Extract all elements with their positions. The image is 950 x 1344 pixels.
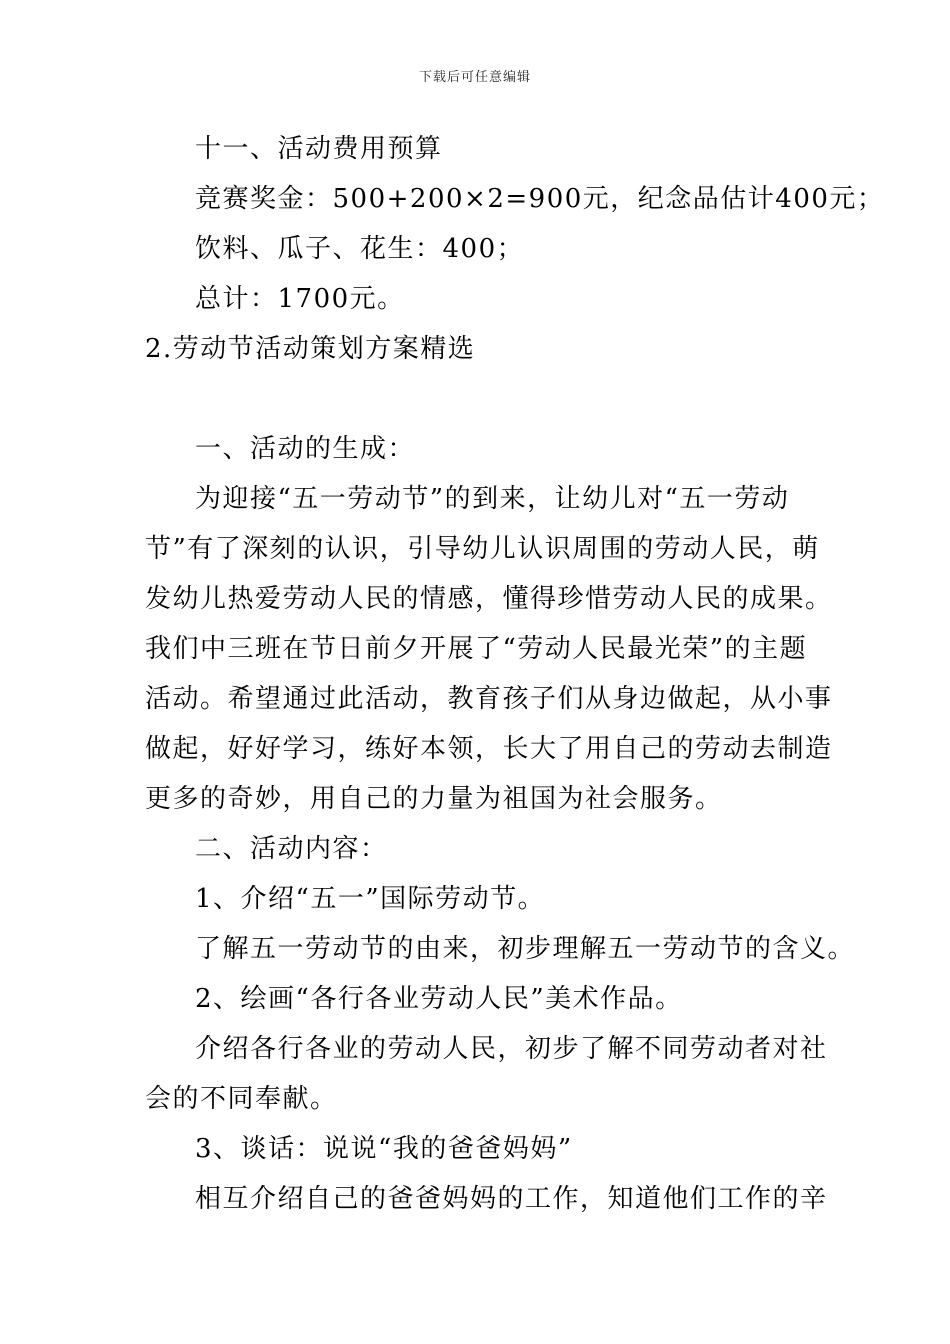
list-item-heading: 2、绘画“各行各业劳动人民”美术作品。 bbox=[195, 984, 683, 1014]
paragraph-line: 竞赛奖金：500+200×2=900元，纪念品估计400元； bbox=[195, 184, 885, 214]
paragraph-line: 活动。希望通过此活动，教育孩子们从身边做起，从小事 bbox=[145, 684, 833, 714]
paragraph-line: 了解五一劳动节的由来，初步理解五一劳动节的含义。 bbox=[195, 934, 856, 964]
list-item-heading: 3、谈话：说说“我的爸爸妈妈” bbox=[195, 1134, 573, 1164]
paragraph-line: 做起，好好学习，练好本领，长大了用自己的劳动去制造 bbox=[145, 734, 833, 764]
page-header: 下载后可任意编辑 bbox=[418, 70, 531, 85]
paragraph-line: 更多的奇妙，用自己的力量为祖国为社会服务。 bbox=[145, 784, 723, 814]
paragraph-line: 为迎接“五一劳动节”的到来，让幼儿对“五一劳动 bbox=[195, 484, 790, 514]
paragraph-line: 发幼儿热爱劳动人民的情感，懂得珍惜劳动人民的成果。 bbox=[145, 584, 833, 614]
paragraph-line: 总计：1700元。 bbox=[195, 284, 405, 314]
section-heading-generation: 一、活动的生成： bbox=[195, 434, 416, 464]
paragraph-line: 饮料、瓜子、花生：400； bbox=[195, 234, 525, 264]
paragraph-line: 介绍各行各业的劳动人民，初步了解不同劳动者对社 bbox=[195, 1034, 828, 1064]
article-title: 2.劳动节活动策划方案精选 bbox=[145, 334, 476, 364]
paragraph-line: 会的不同奉献。 bbox=[145, 1084, 338, 1114]
paragraph-line: 相互介绍自己的爸爸妈妈的工作，知道他们工作的辛 bbox=[195, 1184, 828, 1214]
paragraph-line: 节”有了深刻的认识，引导幼儿认识周围的劳动人民，萌 bbox=[145, 534, 820, 564]
section-heading-budget: 十一、活动费用预算 bbox=[195, 134, 443, 164]
list-item-heading: 1、介绍“五一”国际劳动节。 bbox=[195, 884, 546, 914]
section-heading-content: 二、活动内容： bbox=[195, 834, 388, 864]
paragraph-line: 我们中三班在节日前夕开展了“劳动人民最光荣”的主题 bbox=[145, 634, 808, 664]
